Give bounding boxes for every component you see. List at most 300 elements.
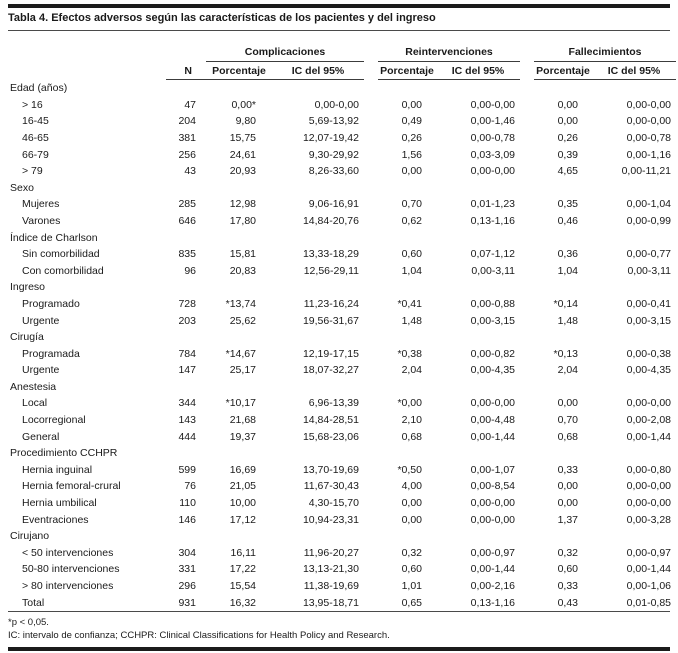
data-row <box>8 163 676 180</box>
column-spacer <box>520 44 534 62</box>
cell-complicaciones-pct: 25,62 <box>229 314 256 327</box>
cell-fallecimientos-pct: 0,35 <box>557 198 579 211</box>
cell-n: 444 <box>178 430 196 443</box>
column-spacer <box>520 163 534 180</box>
cell-fallecimientos-ic: 0,00-2,08 <box>626 414 672 427</box>
table-body <box>8 79 676 611</box>
section-header-row <box>8 229 676 246</box>
section-header-row <box>8 79 676 96</box>
column-spacer <box>364 44 378 62</box>
cell-reintervenciones-ic: 0,00-1,44 <box>470 563 516 576</box>
data-row <box>8 511 676 528</box>
cell-n: 381 <box>178 131 196 144</box>
group-header-complicaciones: Complicaciones <box>206 44 364 62</box>
cell-complicaciones-ic: 9,06-16,91 <box>308 198 359 211</box>
column-header-reintervenciones-porcentaje: Porcentaje <box>378 62 436 80</box>
cell-reintervenciones-pct: 0,26 <box>401 131 422 144</box>
column-spacer <box>364 428 378 445</box>
column-spacer <box>520 146 534 163</box>
cell-n: 110 <box>179 497 196 510</box>
cell-complicaciones-pct: 16,11 <box>230 546 256 559</box>
cell-reintervenciones-ic: 0,00-0,97 <box>470 546 516 559</box>
cell-complicaciones-pct: 21,05 <box>229 480 256 493</box>
table-header <box>8 44 676 79</box>
cell-n: 76 <box>184 480 196 493</box>
section-header-row <box>8 528 676 545</box>
cell-fallecimientos-ic: 0,00-3,11 <box>627 264 672 277</box>
cell-reintervenciones-pct: *0,00 <box>397 397 422 410</box>
column-spacer <box>520 362 534 379</box>
section-header-row <box>8 329 676 346</box>
cell-complicaciones-pct: 17,22 <box>229 563 256 576</box>
section-header: Ingreso <box>10 281 46 294</box>
column-header-complicaciones-porcentaje: Porcentaje <box>206 62 272 80</box>
data-row <box>8 113 676 130</box>
section-header: Cirugía <box>10 331 44 344</box>
cell-reintervenciones-ic: 0,13-1,16 <box>470 214 516 227</box>
row-label: Programado <box>22 297 80 310</box>
cell-reintervenciones-pct: 0,49 <box>401 115 422 128</box>
cell-fallecimientos-pct: 0,36 <box>557 248 579 261</box>
cell-complicaciones-pct: 10,00 <box>229 497 256 510</box>
column-spacer <box>364 130 378 147</box>
row-label: Varones <box>22 214 61 227</box>
section-header: Anestesia <box>10 380 57 393</box>
cell-n: 147 <box>178 364 196 377</box>
cell-complicaciones-ic: 18,07-32,27 <box>302 364 359 377</box>
bottom-rule <box>8 647 670 651</box>
footnote-abbreviations: IC: intervalo de confianza; CCHPR: Clinical Classifications for Health Policy and Research. <box>8 629 390 641</box>
cell-reintervenciones-pct: *0,41 <box>397 297 422 310</box>
cell-reintervenciones-ic: 0,00-8,54 <box>470 480 516 493</box>
cell-n: 47 <box>184 98 196 111</box>
section-header-row <box>8 179 676 196</box>
cell-n: 204 <box>178 115 196 128</box>
column-spacer <box>520 395 534 412</box>
cell-complicaciones-ic: 4,30-15,70 <box>308 497 359 510</box>
cell-reintervenciones-ic: 0,00-2,16 <box>470 580 516 592</box>
cell-n: 344 <box>178 397 196 410</box>
title-rule <box>8 30 670 31</box>
cell-reintervenciones-ic: 0,00-0,78 <box>470 131 516 144</box>
column-spacer <box>520 495 534 512</box>
cell-fallecimientos-ic: 0,00-0,00 <box>626 397 672 410</box>
data-row <box>8 345 676 362</box>
cell-reintervenciones-pct: 0,70 <box>401 198 422 211</box>
cell-fallecimientos-ic: 0,00-3,15 <box>626 314 672 327</box>
section-header: Edad (años) <box>10 82 68 95</box>
cell-fallecimientos-pct: *0,13 <box>553 347 579 360</box>
cell-reintervenciones-pct: 0,32 <box>401 546 422 559</box>
cell-reintervenciones-ic: 0,00-1,46 <box>470 115 516 128</box>
cell-fallecimientos-pct: 0,68 <box>557 430 579 443</box>
cell-fallecimientos-pct: 0,33 <box>557 463 579 476</box>
column-spacer <box>364 146 378 163</box>
data-row <box>8 196 676 213</box>
cell-complicaciones-pct: *13,74 <box>225 297 256 310</box>
data-row <box>8 395 676 412</box>
data-row <box>8 561 676 578</box>
column-spacer <box>364 495 378 512</box>
column-header-fallecimientos-porcentaje: Porcentaje <box>534 62 592 80</box>
cell-fallecimientos-pct: 1,04 <box>557 264 579 277</box>
data-row <box>8 213 676 230</box>
section-header: Procedimiento CCHPR <box>10 447 118 460</box>
column-spacer <box>364 478 378 495</box>
column-header-fallecimientos-ic: IC del 95% <box>592 62 676 80</box>
data-row <box>8 246 676 263</box>
cell-complicaciones-ic: 14,84-20,76 <box>302 214 359 227</box>
cell-fallecimientos-pct: 0,00 <box>557 397 579 410</box>
cell-n: 143 <box>178 414 196 427</box>
cell-reintervenciones-pct: 0,00 <box>401 497 422 510</box>
cell-complicaciones-pct: *10,17 <box>225 397 256 410</box>
cell-fallecimientos-ic: 0,00-0,97 <box>626 546 672 559</box>
cell-reintervenciones-ic: 0,00-1,07 <box>470 463 516 476</box>
column-spacer <box>364 113 378 130</box>
cell-n: 256 <box>178 148 196 161</box>
cell-reintervenciones-pct: *0,50 <box>397 463 422 476</box>
data-row <box>8 262 676 279</box>
row-label: < 50 intervenciones <box>22 546 114 559</box>
data-row <box>8 462 676 479</box>
cell-fallecimientos-ic: 0,00-0,00 <box>626 480 672 493</box>
cell-fallecimientos-ic: 0,00-0,77 <box>626 248 672 261</box>
column-spacer <box>364 412 378 429</box>
column-spacer <box>520 130 534 147</box>
cell-n: 784 <box>178 347 196 360</box>
row-label: Con comorbilidad <box>22 264 104 277</box>
cell-reintervenciones-pct: 2,10 <box>401 414 422 427</box>
column-spacer <box>520 213 534 230</box>
cell-complicaciones-ic: 13,70-19,69 <box>302 463 359 476</box>
row-label: Programada <box>22 347 80 360</box>
cell-complicaciones-ic: 5,69-13,92 <box>308 115 359 128</box>
sub-header-row <box>8 62 676 80</box>
cell-complicaciones-pct: 15,54 <box>229 580 256 592</box>
cell-fallecimientos-ic: 0,00-0,99 <box>626 214 672 227</box>
row-label: Eventraciones <box>22 513 89 526</box>
cell-reintervenciones-ic: 0,00-0,00 <box>470 497 516 510</box>
group-header-reintervenciones: Reintervenciones <box>378 44 520 62</box>
cell-n: 835 <box>178 248 196 261</box>
column-spacer <box>520 345 534 362</box>
cell-fallecimientos-ic: 0,00-0,78 <box>626 131 672 144</box>
data-row <box>8 545 676 562</box>
cell-reintervenciones-pct: 0,60 <box>401 248 422 261</box>
column-spacer <box>520 428 534 445</box>
data-row <box>8 578 676 595</box>
cell-complicaciones-ic: 6,96-13,39 <box>308 397 359 410</box>
header-spacer <box>8 62 166 80</box>
cell-complicaciones-pct: *14,67 <box>225 347 256 360</box>
column-spacer <box>364 511 378 528</box>
data-row <box>8 146 676 163</box>
cell-complicaciones-pct: 15,81 <box>229 248 256 261</box>
cell-complicaciones-pct: 25,17 <box>229 364 256 377</box>
cell-fallecimientos-pct: 0,00 <box>557 480 579 493</box>
cell-fallecimientos-pct: 4,65 <box>557 165 579 178</box>
data-row <box>8 478 676 495</box>
data-row <box>8 428 676 445</box>
column-spacer <box>520 462 534 479</box>
cell-reintervenciones-pct: 2,04 <box>401 364 422 377</box>
cell-complicaciones-ic: 11,67-30,43 <box>303 480 359 493</box>
cell-reintervenciones-ic: 0,01-1,23 <box>470 198 516 211</box>
cell-n: 203 <box>178 314 196 327</box>
row-label: Hernia umbilical <box>22 497 97 510</box>
row-label: Locorregional <box>22 414 86 427</box>
cell-fallecimientos-ic: 0,00-0,00 <box>626 115 672 128</box>
data-row <box>8 594 676 611</box>
column-header-reintervenciones-ic: IC del 95% <box>436 62 520 80</box>
cell-reintervenciones-pct: 0,00 <box>401 165 422 178</box>
column-spacer <box>364 196 378 213</box>
cell-fallecimientos-ic: 0,00-4,35 <box>626 364 672 377</box>
cell-n: 599 <box>178 463 196 476</box>
cell-complicaciones-pct: 24,61 <box>229 148 256 161</box>
cell-complicaciones-ic: 13,13-21,30 <box>302 563 359 576</box>
cell-complicaciones-pct: 21,68 <box>229 414 256 427</box>
cell-reintervenciones-ic: 0,00-0,00 <box>470 165 516 178</box>
section-header: Índice de Charlson <box>10 231 98 244</box>
cell-complicaciones-ic: 11,38-19,69 <box>303 580 359 592</box>
cell-complicaciones-ic: 9,30-29,92 <box>308 148 359 161</box>
column-spacer <box>364 296 378 313</box>
cell-reintervenciones-ic: 0,00-1,44 <box>470 430 516 443</box>
row-label: General <box>22 430 60 443</box>
cell-reintervenciones-pct: 1,04 <box>401 264 422 277</box>
column-spacer <box>520 196 534 213</box>
cell-reintervenciones-ic: 0,00-3,11 <box>471 264 516 277</box>
column-header-n: N <box>166 62 206 80</box>
cell-complicaciones-ic: 10,94-23,31 <box>302 513 359 526</box>
cell-n: 43 <box>184 165 196 178</box>
column-spacer <box>364 213 378 230</box>
data-row <box>8 296 676 313</box>
cell-n: 931 <box>178 596 196 609</box>
column-spacer <box>364 246 378 263</box>
column-header-complicaciones-ic: IC del 95% <box>272 62 364 80</box>
cell-complicaciones-pct: 15,75 <box>229 131 256 144</box>
column-spacer <box>364 262 378 279</box>
column-spacer <box>364 561 378 578</box>
row-label: Total <box>22 596 45 609</box>
cell-reintervenciones-pct: 0,68 <box>401 430 422 443</box>
cell-complicaciones-pct: 19,37 <box>229 430 256 443</box>
cell-reintervenciones-ic: 0,00-0,82 <box>470 347 516 360</box>
section-header: Cirujano <box>10 530 50 543</box>
cell-complicaciones-pct: 9,80 <box>235 115 256 128</box>
cell-n: 728 <box>178 297 196 310</box>
column-spacer <box>364 578 378 595</box>
cell-complicaciones-ic: 8,26-33,60 <box>308 165 359 178</box>
column-spacer <box>364 545 378 562</box>
cell-n: 331 <box>178 563 196 576</box>
row-label: 46-65 <box>22 131 49 144</box>
row-label: Mujeres <box>22 198 60 211</box>
table-bottom-rule <box>8 611 670 612</box>
cell-fallecimientos-pct: 0,32 <box>557 546 579 559</box>
column-spacer <box>520 561 534 578</box>
column-spacer <box>520 96 534 113</box>
group-header-fallecimientos: Fallecimientos <box>534 44 676 62</box>
column-spacer <box>364 594 378 611</box>
adverse-effects-table <box>8 44 676 611</box>
column-spacer <box>520 62 534 80</box>
cell-reintervenciones-pct: 0,00 <box>401 98 422 111</box>
row-label: Hernia femoral-crural <box>22 480 121 493</box>
cell-fallecimientos-pct: 2,04 <box>557 364 579 377</box>
cell-fallecimientos-ic: 0,00-1,04 <box>626 198 672 211</box>
cell-complicaciones-ic: 14,84-28,51 <box>302 414 359 427</box>
cell-reintervenciones-ic: 0,13-1,16 <box>470 596 516 609</box>
cell-reintervenciones-pct: *0,38 <box>397 347 422 360</box>
cell-fallecimientos-pct: 0,70 <box>557 414 579 427</box>
cell-reintervenciones-ic: 0,07-1,12 <box>470 248 516 261</box>
cell-complicaciones-ic: 11,96-20,27 <box>303 546 359 559</box>
cell-reintervenciones-pct: 1,01 <box>401 580 422 592</box>
column-spacer <box>364 395 378 412</box>
column-spacer <box>520 478 534 495</box>
cell-fallecimientos-ic: 0,00-0,41 <box>626 297 672 310</box>
row-label: > 80 intervenciones <box>22 580 114 592</box>
cell-n: 96 <box>184 264 196 277</box>
cell-reintervenciones-ic: 0,03-3,09 <box>470 148 516 161</box>
footnotes <box>8 617 670 642</box>
cell-fallecimientos-pct: 1,48 <box>557 314 579 327</box>
cell-n: 285 <box>178 198 196 211</box>
section-header-row <box>8 279 676 296</box>
cell-fallecimientos-ic: 0,00-1,06 <box>626 580 672 592</box>
column-spacer <box>364 462 378 479</box>
cell-fallecimientos-ic: 0,00-1,16 <box>626 148 672 161</box>
cell-reintervenciones-pct: 0,65 <box>401 596 422 609</box>
cell-complicaciones-ic: 19,56-31,67 <box>302 314 359 327</box>
cell-complicaciones-ic: 12,07-19,42 <box>302 131 359 144</box>
data-row <box>8 312 676 329</box>
cell-reintervenciones-ic: 0,00-0,00 <box>470 98 516 111</box>
cell-reintervenciones-pct: 0,60 <box>401 563 422 576</box>
top-rule <box>8 4 670 8</box>
cell-fallecimientos-ic: 0,00-0,00 <box>626 98 672 111</box>
cell-reintervenciones-pct: 4,00 <box>401 480 422 493</box>
column-spacer <box>520 246 534 263</box>
cell-complicaciones-pct: 17,80 <box>229 214 256 227</box>
column-spacer <box>364 345 378 362</box>
column-spacer <box>520 594 534 611</box>
section-header: Sexo <box>10 181 34 194</box>
cell-fallecimientos-pct: 0,00 <box>557 115 579 128</box>
group-header-row <box>8 44 676 62</box>
row-label: 50-80 intervenciones <box>22 563 120 576</box>
cell-fallecimientos-pct: 0,33 <box>557 580 579 592</box>
cell-fallecimientos-ic: 0,00-1,44 <box>626 430 672 443</box>
cell-complicaciones-pct: 17,12 <box>229 513 256 526</box>
cell-complicaciones-pct: 12,98 <box>229 198 256 211</box>
cell-complicaciones-ic: 13,33-18,29 <box>302 248 359 261</box>
data-row <box>8 96 676 113</box>
cell-complicaciones-pct: 20,83 <box>229 264 256 277</box>
cell-fallecimientos-ic: 0,00-0,80 <box>626 463 672 476</box>
cell-reintervenciones-ic: 0,00-0,88 <box>470 297 516 310</box>
header-spacer <box>166 44 206 62</box>
cell-complicaciones-ic: 15,68-23,06 <box>302 430 359 443</box>
column-spacer <box>364 62 378 80</box>
cell-complicaciones-pct: 16,32 <box>229 596 256 609</box>
cell-fallecimientos-pct: 0,60 <box>557 563 579 576</box>
cell-complicaciones-pct: 20,93 <box>229 165 256 178</box>
row-label: Hernia inguinal <box>22 463 93 476</box>
row-label: Urgente <box>22 364 60 377</box>
cell-fallecimientos-pct: 0,43 <box>557 596 579 609</box>
cell-reintervenciones-ic: 0,00-3,15 <box>470 314 516 327</box>
cell-n: 304 <box>178 546 196 559</box>
cell-fallecimientos-pct: 0,00 <box>557 98 579 111</box>
cell-fallecimientos-ic: 0,00-1,44 <box>626 563 672 576</box>
column-spacer <box>520 312 534 329</box>
cell-complicaciones-ic: 12,56-29,11 <box>303 264 359 277</box>
footnote-significance: *p < 0,05. <box>8 616 49 628</box>
column-spacer <box>520 578 534 595</box>
cell-reintervenciones-ic: 0,00-4,48 <box>470 414 516 427</box>
column-spacer <box>364 163 378 180</box>
cell-fallecimientos-ic: 0,00-0,00 <box>626 497 672 510</box>
cell-fallecimientos-pct: 0,26 <box>557 131 579 144</box>
cell-reintervenciones-ic: 0,00-0,00 <box>470 397 516 410</box>
cell-reintervenciones-pct: 1,56 <box>401 148 422 161</box>
cell-fallecimientos-pct: 0,39 <box>557 148 579 161</box>
data-row <box>8 362 676 379</box>
data-row <box>8 495 676 512</box>
row-label: Local <box>22 397 48 410</box>
table-title: Tabla 4. Efectos adversos según las características de los pacientes y del ingreso <box>8 12 436 24</box>
cell-reintervenciones-ic: 0,00-4,35 <box>470 364 516 377</box>
row-label: 16-45 <box>22 115 49 128</box>
cell-complicaciones-pct: 16,69 <box>229 463 256 476</box>
column-spacer <box>364 96 378 113</box>
cell-reintervenciones-pct: 1,48 <box>401 314 422 327</box>
cell-reintervenciones-pct: 0,62 <box>401 214 422 227</box>
cell-complicaciones-ic: 11,23-16,24 <box>303 297 359 310</box>
cell-fallecimientos-pct: 0,46 <box>557 214 579 227</box>
column-spacer <box>520 296 534 313</box>
cell-fallecimientos-pct: *0,14 <box>553 297 579 310</box>
section-header-row <box>8 379 676 396</box>
data-row <box>8 412 676 429</box>
column-spacer <box>520 545 534 562</box>
cell-complicaciones-ic: 12,19-17,15 <box>302 347 359 360</box>
column-spacer <box>520 113 534 130</box>
row-label: > 79 <box>22 165 43 178</box>
cell-complicaciones-ic: 0,00-0,00 <box>314 98 359 111</box>
column-spacer <box>520 511 534 528</box>
section-header-row <box>8 445 676 462</box>
cell-complicaciones-ic: 13,95-18,71 <box>302 596 359 609</box>
header-spacer <box>8 44 166 62</box>
cell-n: 146 <box>178 513 196 526</box>
column-spacer <box>520 412 534 429</box>
row-label: > 16 <box>22 98 43 111</box>
cell-fallecimientos-ic: 0,00-3,28 <box>626 513 672 526</box>
cell-fallecimientos-pct: 0,00 <box>557 497 579 510</box>
cell-fallecimientos-ic: 0,01-0,85 <box>626 596 672 609</box>
cell-reintervenciones-pct: 0,00 <box>401 513 422 526</box>
row-label: Urgente <box>22 314 60 327</box>
column-spacer <box>520 262 534 279</box>
data-row <box>8 130 676 147</box>
cell-reintervenciones-ic: 0,00-0,00 <box>470 513 516 526</box>
